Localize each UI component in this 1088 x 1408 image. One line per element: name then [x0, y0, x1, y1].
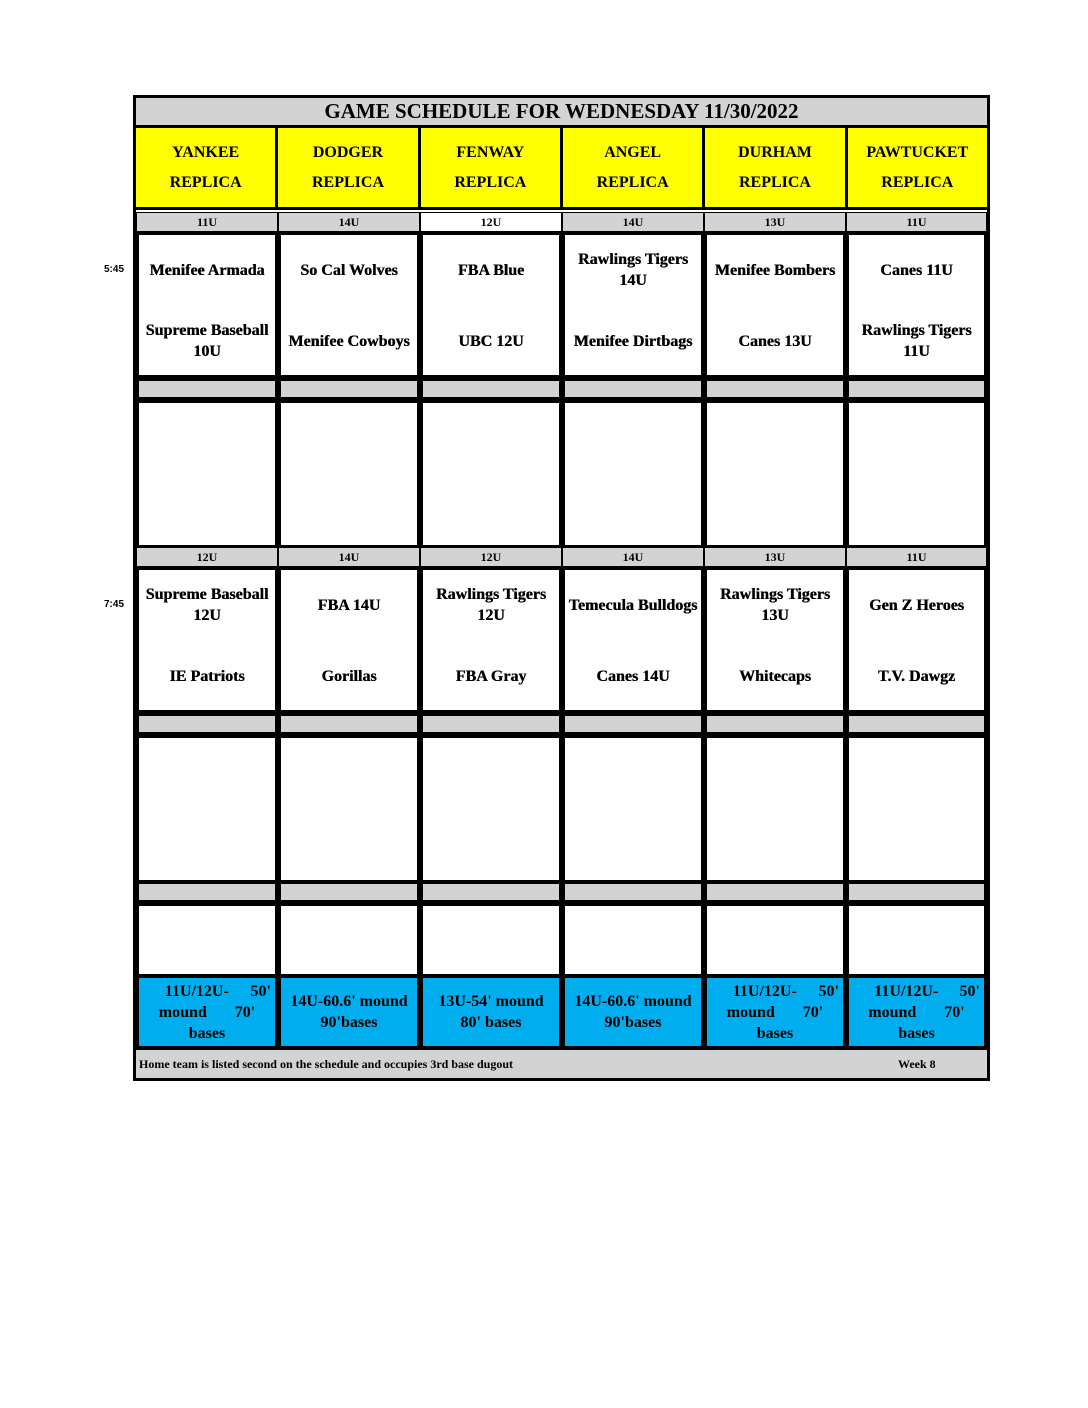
field-header-angel	[563, 128, 705, 207]
empty-slot	[278, 735, 420, 883]
away-team: FBA 14U	[317, 596, 381, 614]
home-team: Canes 14U	[596, 667, 670, 685]
game-cell	[278, 567, 420, 713]
game-cell	[704, 232, 846, 378]
age-group: 14U	[562, 212, 704, 232]
separator-band	[562, 881, 704, 903]
rules-bases-label: bases	[188, 1024, 226, 1042]
rules-mound-distance: 50'	[818, 982, 839, 1000]
time-label: 5:45	[104, 264, 125, 275]
age-group: 12U	[420, 547, 562, 567]
game-cell	[278, 232, 420, 378]
separator-band	[704, 881, 846, 903]
rules-mound-distance: 50'	[959, 982, 980, 1000]
game-cell	[562, 567, 704, 713]
home-team: FBA Gray	[455, 667, 527, 685]
field-rules	[136, 975, 278, 1049]
age-group: 14U	[278, 547, 420, 567]
field-rules	[704, 975, 846, 1049]
empty-slot	[704, 735, 846, 883]
away-team: Canes 11U	[880, 261, 953, 279]
field-header-yankee	[136, 128, 278, 207]
away-team: Rawlings Tigers 13U	[719, 586, 831, 624]
game-cell	[562, 232, 704, 378]
field-type: REPLICA	[596, 173, 669, 191]
away-team: So Cal Wolves	[300, 261, 398, 279]
rules-line: 14U-60.6' mound	[574, 993, 692, 1010]
empty-slot	[278, 400, 420, 548]
empty-slot	[562, 735, 704, 883]
away-team: Rawlings Tigers 12U	[435, 586, 547, 624]
home-team-note: Home team is listed second on the schedule and occupies 3rd base dugout	[139, 1056, 514, 1071]
empty-slot	[136, 735, 278, 883]
field-rules	[420, 975, 562, 1049]
separator-band	[136, 881, 278, 903]
age-group: 12U	[420, 212, 562, 232]
empty-slot	[136, 400, 278, 548]
home-team: Menifee Dirtbags	[573, 332, 693, 350]
game-cell	[846, 232, 987, 378]
field-name: YANKEE	[172, 143, 240, 161]
week-label: Week 8	[898, 1056, 936, 1071]
away-team: Supreme Baseball 12U	[145, 586, 269, 624]
game-cell	[136, 567, 278, 713]
separator-band	[846, 881, 987, 903]
separator-band	[846, 378, 987, 400]
rules-line: 13U-54' mound	[438, 993, 544, 1010]
age-group: 13U	[704, 547, 846, 567]
separator-band	[136, 378, 278, 400]
empty-slot	[420, 735, 562, 883]
field-name: FENWAY	[456, 143, 525, 161]
rules-base-distance: 70'	[234, 1003, 256, 1021]
field-type: REPLICA	[738, 173, 811, 191]
away-team: Menifee Bombers	[714, 261, 836, 279]
separator-band	[278, 881, 420, 903]
age-group: 13U	[704, 212, 846, 232]
empty-slot	[278, 903, 420, 977]
field-header-durham	[705, 128, 847, 207]
away-team: Temecula Bulldogs	[568, 596, 698, 614]
empty-slot	[136, 903, 278, 977]
empty-slot	[562, 400, 704, 548]
field-rules	[562, 975, 704, 1049]
separator-band	[562, 378, 704, 400]
empty-slot	[846, 400, 987, 548]
game-cell	[420, 567, 562, 713]
separator-band	[420, 881, 562, 903]
separator-band	[704, 713, 846, 735]
empty-slot	[420, 400, 562, 548]
home-team: UBC 12U	[458, 332, 524, 350]
field-header-pawtucket	[848, 128, 987, 207]
rules-line: 90'bases	[604, 1014, 662, 1031]
empty-slot	[704, 903, 846, 977]
rules-base-distance: 70'	[802, 1003, 824, 1021]
field-name: DURHAM	[738, 143, 812, 161]
field-name: DODGER	[312, 143, 384, 161]
rules-age: 11U/12U-	[164, 982, 229, 1000]
game-cell	[846, 567, 987, 713]
field-type: REPLICA	[454, 173, 527, 191]
age-group: 12U	[136, 547, 278, 567]
separator-band	[278, 713, 420, 735]
game-cell	[136, 232, 278, 378]
home-team: IE Patriots	[169, 667, 245, 685]
rules-bases-label: bases	[756, 1024, 794, 1042]
empty-slot	[562, 903, 704, 977]
field-header-dodger	[278, 128, 420, 207]
home-team: Gorillas	[321, 667, 377, 685]
field-type: REPLICA	[881, 173, 954, 191]
rules-base-distance: 70'	[944, 1003, 965, 1021]
home-team: Rawlings Tigers 11U	[861, 322, 972, 360]
home-team: Canes 13U	[738, 332, 812, 350]
time-label: 7:45	[104, 599, 125, 610]
rules-line: 80' bases	[460, 1014, 522, 1031]
field-name: PAWTUCKET	[866, 143, 969, 161]
schedule-title: GAME SCHEDULE FOR WEDNESDAY 11/30/2022	[136, 98, 987, 128]
age-group: 11U	[136, 212, 278, 232]
empty-slot	[704, 400, 846, 548]
rules-mound-distance: 50'	[250, 982, 271, 1000]
separator-band	[136, 713, 278, 735]
age-group: 11U	[846, 212, 987, 232]
empty-slot	[420, 903, 562, 977]
field-header-fenway	[421, 128, 563, 207]
away-team: FBA Blue	[457, 261, 525, 279]
separator-band	[278, 378, 420, 400]
rules-bases-label: bases	[898, 1024, 935, 1042]
empty-slot	[846, 903, 987, 977]
separator-band	[420, 378, 562, 400]
schedule-footer	[136, 1049, 987, 1078]
rules-mound-label: mound	[726, 1003, 775, 1021]
rules-age: 11U/12U-	[732, 982, 797, 1000]
home-team: Whitecaps	[739, 667, 811, 685]
field-name: ANGEL	[604, 143, 662, 161]
rules-age: 11U/12U-	[874, 982, 939, 1000]
away-team: Menifee Armada	[149, 261, 265, 279]
separator-band	[562, 713, 704, 735]
away-team: Rawlings Tigers 14U	[577, 251, 689, 289]
field-header-row	[136, 128, 987, 210]
separator-band	[846, 713, 987, 735]
field-rules	[846, 975, 987, 1049]
separator-band	[420, 713, 562, 735]
field-rules	[278, 975, 420, 1049]
field-type: REPLICA	[169, 173, 242, 191]
home-team: Menifee Cowboys	[288, 332, 410, 350]
away-team: Gen Z Heroes	[869, 596, 964, 614]
rules-line: 14U-60.6' mound	[290, 993, 408, 1010]
home-team: T.V. Dawgz	[877, 667, 956, 685]
rules-line: 90'bases	[320, 1014, 378, 1031]
schedule-sheet	[133, 95, 990, 1081]
empty-slot	[846, 735, 987, 883]
age-group: 14U	[562, 547, 704, 567]
game-cell	[704, 567, 846, 713]
separator-band	[704, 378, 846, 400]
game-cell	[420, 232, 562, 378]
rules-mound-label: mound	[868, 1003, 917, 1021]
home-team: Supreme Baseball 10U	[145, 322, 269, 360]
field-type: REPLICA	[311, 173, 384, 191]
age-group: 14U	[278, 212, 420, 232]
age-group: 11U	[846, 547, 987, 567]
rules-mound-label: mound	[158, 1003, 207, 1021]
